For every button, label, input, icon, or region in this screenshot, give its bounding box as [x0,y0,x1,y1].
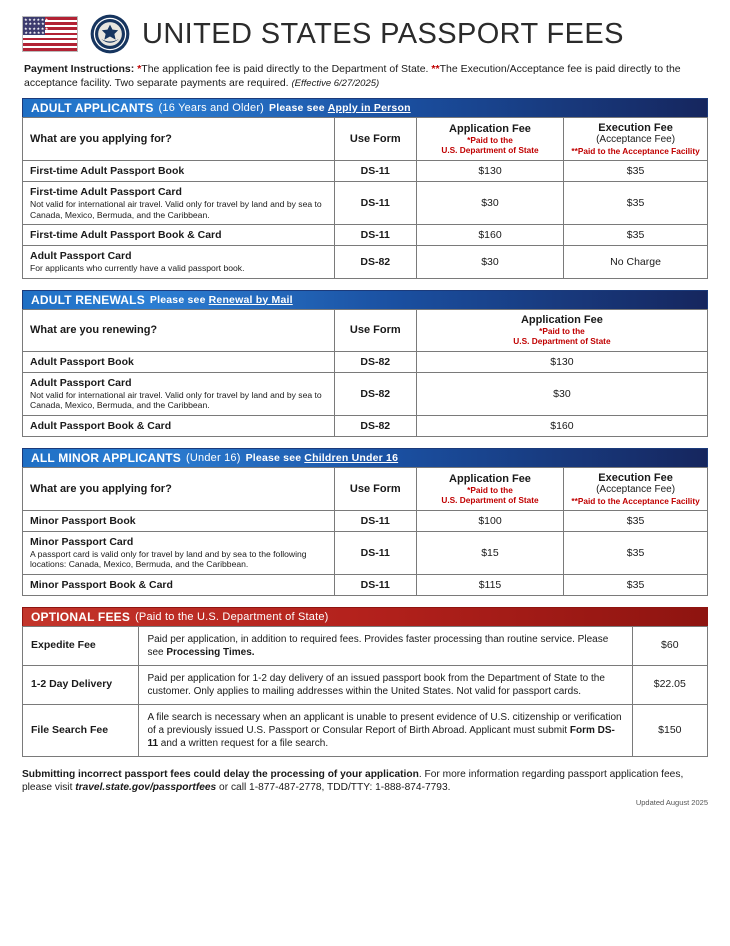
payment-instructions-text2: The Execution/Acceptance fee is paid directly to the acceptance facility. Two separate payments are required. [24,63,681,89]
row-form: DS-11 [334,161,416,182]
optional-fee-desc-post: and a written request for a file search. [158,737,329,749]
table-row [23,510,708,531]
row-label [23,225,335,246]
link-children-under-16[interactable]: Children Under 16 [304,451,399,464]
table-optional-fees [22,626,708,757]
optional-fee-desc-pre: Paid per application for 1-2 day delivery of an issued passport book from the Department of State to the customer. Only applies to mailing addresses within the United States. Not valid for passport cards. [147,672,605,697]
header-execution-fee-note: **Paid to the Acceptance Facility [571,495,700,506]
row-form: DS-82 [334,415,416,436]
optional-fee-amount: $60 [632,626,707,665]
footer-text-2: or call 1-877-487-2778, TDD/TTY: 1-888-874-7793. [216,781,451,793]
section-banner-adult-applicants [22,98,708,117]
row-execution-fee: $35 [564,225,708,246]
payment-instructions-label: Payment Instructions: [24,63,135,75]
row-execution-fee: $35 [564,574,708,595]
row-execution-fee: $35 [564,531,708,574]
header-execution-fee-sub: (Acceptance Fee) [596,483,676,495]
row-application-fee: $130 [416,351,707,372]
row-application-fee: $100 [416,510,563,531]
optional-fee-label: File Search Fee [23,704,139,756]
table-adult-renewals [22,309,708,437]
optional-fee-label: Expedite Fee [23,626,139,665]
footer-link[interactable]: travel.state.gov/passportfees [75,781,217,793]
row-title: Minor Passport Book & Card [30,578,173,591]
row-note: For applicants who currently have a valid passport book. [30,263,245,273]
row-form: DS-82 [334,372,416,415]
table-row [23,182,708,225]
banner-lead: Please see [269,102,325,114]
row-title: Adult Passport Book [30,355,134,368]
row-form: DS-11 [334,531,416,574]
effective-date: (Effective 6/27/2025) [291,77,380,89]
row-execution-fee: $35 [564,510,708,531]
optional-fee-desc-pre: A file search is necessary when an applicant is unable to present evidence of U.S. citizenship or verification of a previously issued U.S. Passport or Consular Report of Birth Abroad. Applicant must submit [147,711,622,736]
row-label [23,531,335,574]
header-execution-fee-note: **Paid to the Acceptance Facility [571,146,700,156]
header-application-fee-note: *Paid to the U.S. Department of State [441,484,539,505]
updated-date: Updated August 2025 [635,797,708,807]
banner-caption: ADULT RENEWALS [31,292,145,307]
payment-instructions [24,63,708,90]
payment-instructions-text1: The application fee is paid directly to the Department of State. [141,63,429,75]
row-title: Adult Passport Card [30,250,132,262]
optional-fee-desc-pre: Paid per application, in addition to required fees. Provides faster processing than routine service. Please see [147,633,609,658]
optional-fee-description [139,665,632,704]
row-note: A passport card is valid only for travel by land and by sea to the following locations: Canada, Mexico, Bermuda, and the Caribbean. [30,548,307,569]
header-application-fee-main: Application Fee [449,123,531,135]
row-label [23,182,335,225]
row-label [23,415,335,436]
header-application-fee [416,467,563,510]
row-label [23,246,335,279]
table-header-row [23,467,708,510]
optional-fee-desc-bold: Processing Times. [166,646,255,658]
optional-fee-label: 1-2 Day Delivery [23,665,139,704]
row-application-fee: $30 [416,246,563,279]
banner-subtitle: (Under 16) [186,451,241,464]
table-row [23,246,708,279]
header-application-fee-main: Application Fee [520,314,603,326]
optional-fee-description [139,704,632,756]
department-of-state-seal-icon [90,14,130,54]
row-application-fee: $15 [416,531,563,574]
header-execution-fee [564,467,708,510]
star-application: * [137,63,142,75]
link-renewal-by-mail[interactable]: Renewal by Mail [208,293,293,306]
row-execution-fee: No Charge [564,246,708,279]
optional-fee-description [139,626,632,665]
optional-fee-amount: $22.05 [632,665,707,704]
table-header-row [23,309,708,351]
table-row [23,531,708,574]
row-title: First-time Adult Passport Book [30,165,185,177]
footer-text-1: . For more information regarding passport application fees, please visit [22,768,684,793]
star-execution: ** [431,63,440,75]
row-label [23,161,335,182]
banner-lead: Please see [245,451,302,464]
row-application-fee: $160 [416,415,707,436]
row-form: DS-11 [334,225,416,246]
page-title: UNITED STATES PASSPORT FEES [142,17,624,50]
row-label [23,351,335,372]
banner-caption: ADULT APPLICANTS [31,101,154,115]
table-minor-applicants [22,467,708,596]
row-form: DS-11 [334,510,416,531]
row-form: DS-11 [334,574,416,595]
header-application-fee-note: *Paid to the U.S. Department of State [513,326,611,346]
row-label [23,372,335,415]
table-row [23,415,708,436]
row-application-fee: $115 [416,574,563,595]
header-application-fee [416,118,563,161]
row-label [23,574,335,595]
header-execution-fee-main: Execution Fee [598,471,673,484]
row-application-fee: $30 [416,372,707,415]
table-row [23,704,708,756]
row-note: Not valid for international air travel. Valid only for travel by land and by sea to Canada, Mexico, Bermuda, and the Caribbean. [30,199,322,220]
row-title: Minor Passport Book [30,514,136,527]
header-use-form: Use Form [334,309,416,351]
header-execution-fee-main: Execution Fee [598,122,673,134]
table-row [23,225,708,246]
table-row [23,574,708,595]
row-application-fee: $130 [416,161,563,182]
header-execution-fee-sub: (Acceptance Fee) [596,134,676,145]
banner-subtitle: (Paid to the U.S. Department of State) [135,610,329,623]
header-use-form: Use Form [334,118,416,161]
optional-fee-desc-bold: Form DS-11 [147,724,615,749]
banner-lead: Please see [149,293,206,306]
footer-note [22,768,708,794]
row-title: Minor Passport Card [30,535,134,548]
header-execution-fee [564,118,708,161]
header-application-fee [416,309,707,351]
row-label [23,510,335,531]
link-apply-in-person[interactable]: Apply in Person [327,102,411,114]
header-use-form: Use Form [334,467,416,510]
banner-caption: ALL MINOR APPLICANTS [31,450,181,465]
table-header-row [23,118,708,161]
table-row [23,372,708,415]
section-banner-adult-renewals [22,290,708,309]
row-title: First-time Adult Passport Card [30,186,182,198]
table-row [23,626,708,665]
header-application-fee-main: Application Fee [449,472,531,485]
section-banner-optional-fees [22,607,708,626]
optional-fee-amount: $150 [632,704,707,756]
row-form: DS-11 [334,182,416,225]
row-execution-fee: $35 [564,182,708,225]
row-form: DS-82 [334,351,416,372]
table-adult-applicants [22,117,708,279]
table-row [23,665,708,704]
table-row [23,161,708,182]
row-application-fee: $30 [416,182,563,225]
row-application-fee: $160 [416,225,563,246]
header-question: What are you renewing? [23,309,335,351]
header-application-fee-note: *Paid to the U.S. Department of State [441,135,539,155]
row-note: Not valid for international air travel. Valid only for travel by land and by sea to Canada, Mexico, Bermuda, and the Caribbean. [30,389,322,410]
row-execution-fee: $35 [564,161,708,182]
row-title: First-time Adult Passport Book & Card [30,229,222,241]
header-question: What are you applying for? [23,118,335,161]
header-question: What are you applying for? [23,467,335,510]
row-form: DS-82 [334,246,416,279]
row-title: Adult Passport Book & Card [30,419,172,432]
section-banner-minor-applicants [22,448,708,467]
us-flag-icon: ★★★★★★ ★★★★★ ★★★★★★ ★★★★★ ★★★★★★ [22,16,78,52]
row-title: Adult Passport Card [30,376,132,389]
table-row [23,351,708,372]
banner-subtitle: (16 Years and Older) [158,102,265,114]
banner-caption: OPTIONAL FEES [31,609,131,624]
footer-bold-lead: Submitting incorrect passport fees could delay the processing of your application [22,768,419,780]
document-header [22,14,708,58]
